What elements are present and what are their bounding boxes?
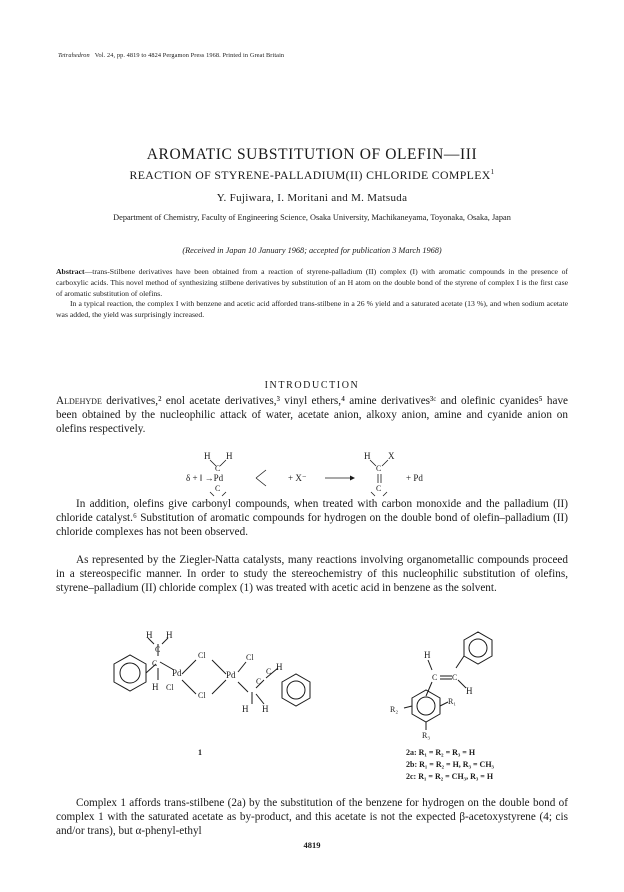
intro-p3-text: As represented by the Ziegler-Natta catalysts, many reactions involving organometallic compounds proceed in a stereospecific manner. In order to study the stereochemistry of this nucleophilic substitution of olefins, styrene–palladium (II) chloride complex (1) was treated with acetic acid in benzene as the solvent. (56, 554, 568, 595)
scheme-x-anion: + X⁻ (288, 473, 307, 483)
c1-h-left: H (146, 630, 153, 640)
scheme-right-c2: C (376, 484, 382, 493)
c1-cl-bottom: Cl (198, 691, 206, 700)
scheme-left-h1: H (204, 451, 211, 461)
received-dates: (Received in Japan 10 January 1968; accepted for publication 3 March 1968) (182, 246, 442, 255)
s2-r2: R₂ (390, 705, 399, 714)
intro-paragraph-1 (56, 394, 568, 437)
author-list: Y. Fujiwara, I. Moritani and M. Matsuda (216, 192, 408, 204)
scheme-right-c1: C (376, 464, 382, 473)
c1-pd-right: Pd (226, 670, 236, 680)
subtitle-text: REACTION OF STYRENE-PALLADIUM(II) CHLORIDE COMPLEX (129, 168, 491, 182)
scheme-right-x: X (388, 451, 395, 461)
c1-cl-right: Cl (246, 653, 254, 662)
c1-c-top: C (155, 645, 161, 654)
abstract (56, 267, 568, 321)
section-heading: INTRODUCTION (264, 380, 360, 391)
c1-c-right1: C (256, 677, 262, 686)
intro-paragraph-4 (56, 796, 568, 839)
journal-header (58, 52, 284, 59)
s2-c1: C (432, 673, 438, 682)
abstract-p1 (56, 267, 568, 299)
compound-2b-label: 2b: R₁ = R₂ = H, R₃ = CH₃ (406, 760, 494, 769)
paper-title: AROMATIC SUBSTITUTION OF OLEFIN—III (146, 146, 478, 163)
c1-cl-low: Cl (166, 683, 174, 692)
c1-h-right: H (166, 630, 173, 640)
complex-1-label: 1 (198, 748, 202, 757)
s2-h-top: H (424, 650, 431, 660)
c1-c-right2: C (266, 667, 272, 676)
c1-h-low: H (152, 682, 159, 692)
scheme-left-c1: C (215, 464, 221, 473)
compound-2c-label: 2c: R₁ = R₂ = CH₃, R₃ = H (406, 772, 494, 781)
scheme-left-mid: δ + ‖ →Pd (186, 473, 224, 483)
intro-lead-word: Aldehyde (56, 395, 102, 407)
journal-name: Tetrahedron (58, 52, 90, 59)
intro-p4-text: Complex 1 affords trans-stilbene (2a) by the substitution of the benzene for hydrogen on the double bond of complex 1 with the saturated acetate as by-product, and this acetate is not the expected β-acetoxystyrene (4; cis and/or trans), but α-phenyl-ethyl (56, 797, 568, 838)
abstract-label: Abstract (56, 267, 85, 276)
intro-paragraph-3 (56, 553, 568, 596)
s2-r1: R₁ (448, 697, 457, 706)
complex-1-structure (96, 628, 326, 728)
reaction-scheme-1 (180, 450, 480, 498)
journal-citation: Vol. 24, pp. 4819 to 4824 Pergamon Press 1968. Printed in Great Britain (94, 52, 285, 59)
intro-p1-text: derivatives,² enol acetate derivatives,³ vinyl ethers,⁴ amine derivatives³ᶜ and olefinic cyanides⁵ have been obtained by the nucleophilic attack of water, acetate anion, alkoxy anion, amine and cyanide anion on olefins respectively. (56, 395, 569, 436)
scheme-plus-pd: + Pd (406, 473, 423, 483)
abstract-p2: In a typical reaction, the complex I with benzene and acetic acid afforded trans-stilbene in a 26 % yield and a saturated acetate (13 %), and when sodium acetate was added, the yield was surprisingly increased. (56, 299, 568, 320)
intro-p2-text: In addition, olefins give carbonyl compounds, when treated with carbon monoxide and the palladium (II) chloride catalyst.⁶ Substitution of aromatic compounds for hydrogen on the double bond of olefin–palladium (II) chloride complexes has not been observed. (56, 498, 568, 539)
intro-paragraph-2 (56, 497, 568, 540)
compound-2a-label: 2a: R₁ = R₂ = R₃ = H (406, 748, 476, 757)
c1-h-bottom2: H (262, 704, 269, 714)
s2-h-right: H (466, 686, 473, 696)
c1-h-bottom1: H (242, 704, 249, 714)
s2-r3: R₃ (422, 731, 431, 740)
c1-cl-top: Cl (198, 651, 206, 660)
scheme-left-c2: C (215, 484, 221, 493)
stilbene-2-structure (380, 618, 530, 758)
scheme-right-h: H (364, 451, 371, 461)
c1-h-right2: H (276, 662, 283, 672)
s2-c2: C (452, 673, 458, 682)
paper-subtitle (0, 168, 624, 183)
affiliation: Department of Chemistry, Faculty of Engineering Science, Osaka University, Machikaneyama, Toyonaka, Osaka, Japan (113, 213, 511, 222)
subtitle-ref: 1 (490, 168, 495, 177)
abstract-p1-text: —trans-Stilbene derivatives have been obtained from a reaction of styrene-palladium (II) complex (I) with aromatic compounds in the presence of carboxylic acids. This novel method of synthesizing stilbene derivatives by substitution of an H atom on the double bond of the styrene of complex I is the first case of aromatic substitution of olefins. (56, 267, 568, 298)
page-number: 4819 (303, 840, 321, 850)
scheme-left-h2: H (226, 451, 233, 461)
c1-pd-left: Pd (172, 668, 182, 678)
c1-c-mid: C (152, 659, 158, 668)
